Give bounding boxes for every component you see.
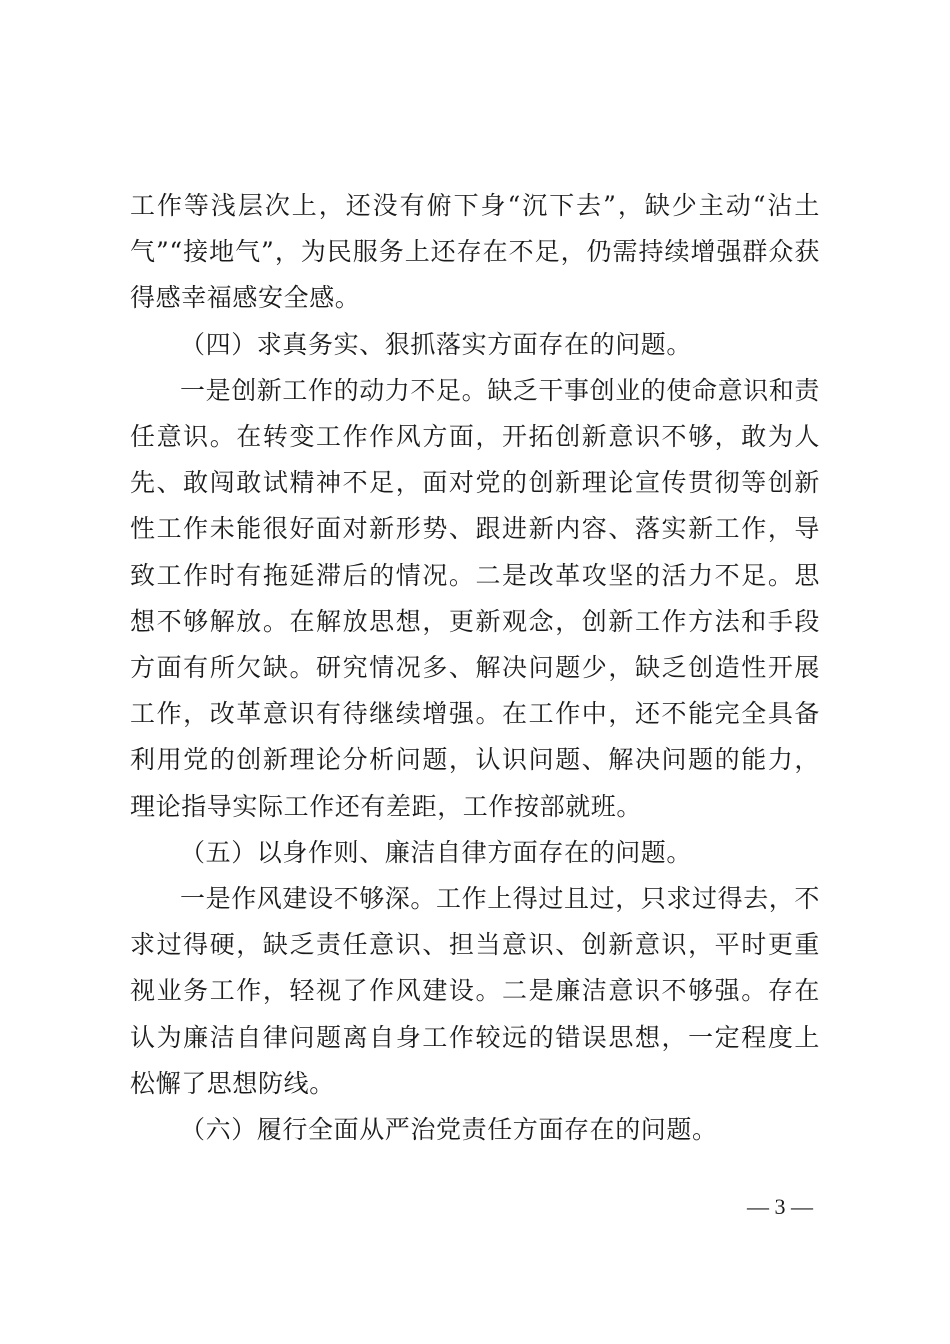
page-number: — 3 — (747, 1194, 813, 1219)
body-text (130, 183, 820, 1153)
section-heading-five: （五）以身作则、廉洁自律方面存在的问题。 (180, 837, 693, 867)
paragraph-discipline: 一是作风建设不够深。工作上得过且过，只求过得去，不求过得硬，缺乏责任意识、担当意识、创新意识，平时更重视业务工作，轻视了作风建设。二是廉洁意识不够强。存在认为廉洁自律问题离自身工作较远的错误思想，一定程度上松懈了思想防线。 (130, 884, 821, 1098)
section-heading-six: （六）履行全面从严治党责任方面存在的问题。 (180, 1115, 718, 1145)
paragraph-continuation: 工作等浅层次上，还没有俯下身“沉下去”，缺少主动“沾土气”“接地气”，为民服务上还存在不足，仍需持续增强群众获得感幸福感安全感。 (130, 191, 820, 313)
paragraph-innovation: 一是创新工作的动力不足。缺乏干事创业的使命意识和责任意识。在转变工作作风方面，开拓创新意识不够，敢为人先、敢闯敢试精神不足，面对党的创新理论宣传贯彻等创新性工作未能很好面对新形势、跟进新内容、落实新工作，导致工作时有拖延滞后的情况。二是改革攻坚的活力不足。思想不够解放。在解放思想，更新观念，创新工作方法和手段方面有所欠缺。研究情况多、解决问题少，缺乏创造性开展工作，改革意识有待继续增强。在工作中，还不能完全具备利用党的创新理论分析问题，认识问题、解决问题的能力，理论指导实际工作还有差距，工作按部就班。 (130, 375, 821, 821)
section-heading-four: （四）求真务实、狠抓落实方面存在的问题。 (180, 329, 693, 359)
